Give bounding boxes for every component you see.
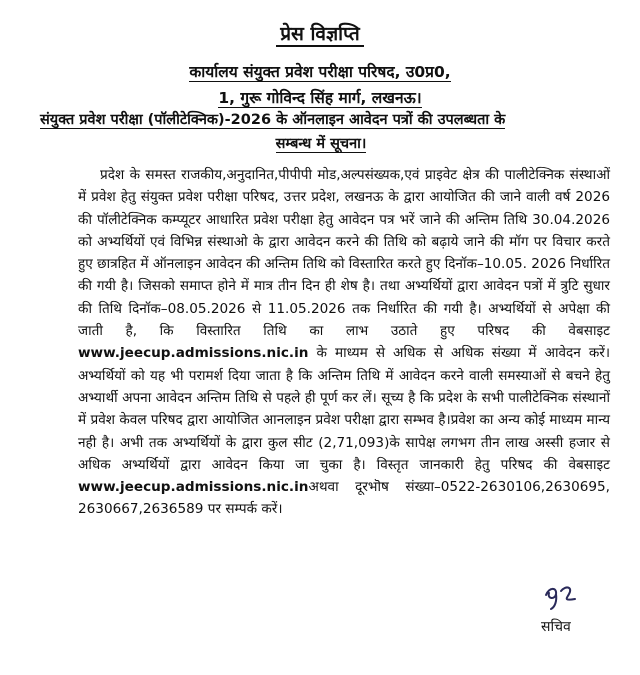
website-link-2[interactable]: www.jeecup.admissions.nic.in: [78, 479, 309, 496]
body-part-3: अथवा दूरभॊष संख्या–0522-2630106,2630695, 2630667,2636589 पर सम्पर्क करें।: [78, 479, 610, 518]
subject-line-2: सम्बन्ध में सूचना।: [275, 136, 367, 152]
office-address-text: 1, गुरू गोविन्द सिंह मार्ग, लखनऊ।: [218, 89, 422, 107]
body-part-2: के माध्यम से अधिक से अधिक संख्या में आवेदन करें। अभ्यर्थियों को यह भी परामर्श दिया जाता है कि अन्तिम तिथि में आवेदन करने वाली समस्याओं से बचने हेतु अभ्यार्थी अपना आवेदन अन्तिम तिथि से पहले ही पूर्ण कर लें। सूच्य है कि प्रदेश के सभी पालीटेक्निक संस्थानों में प्रवेश केवल परिषद द्वारा आयोजित आनलाइन प्रवेश परीक्षा द्वारा सम्भव है।प्रवेश का अन्य कोई माध्यम मान्य नही है। अभी तक अभ्यर्थियों के द्वारा कुल सीट (2,71,093)के सापेक्ष लगभग तीन लाख अस्सी हजार से अधिक अभ्यर्थियों द्वारा आवेदन किया जा चुका है। विस्तृत जानकारी हेतु परिषद की वेबसाइट: [78, 345, 611, 473]
page-title: [0, 20, 640, 46]
title-text: प्रेस विज्ञप्ति: [276, 23, 364, 47]
office-name: [0, 60, 640, 82]
notice-paragraph: [78, 164, 610, 521]
website-link-1[interactable]: www.jeecup.admissions.nic.in: [78, 345, 309, 362]
subject-line-1: संयुक्त प्रवेश परीक्षा (पॉलीटेक्निक)-2026 के ऑनलाइन आवेदन पत्रों की उपलब्धता के: [40, 112, 506, 128]
body-part-1: प्रदेश के समस्त राजकीय,अनुदानित,पीपीपी मोड,अल्पसंख्यक,एवं प्राइवेट क्षेत्र की पालीटेक्निक संस्थाओं में प्रवेश हेतु संयुक्त प्रवेश परीक्षा परिषद, उत्तर प्रदेश, लखनऊ के द्वारा आयोजित की जाने वाली वर्ष 2026 की पॉलीटेक्निक कम्प्यूटर आधारित प्रवेश परीक्षा हेतु आवेदन पत्र भरें जाने की अन्तिम तिथि 30.04.2026 को अभ्यर्थियों एवं विभिन्न संस्थाओ के द्वारा आवेदन करने की तिथि को बढ़ाये जाने की मॉग पर विचार करते हुए छात्रहित में ऑनलाइन आवेदन की अन्तिम तिथि को विस्तारित करते हुए दिनॉक–10.05. 2026 निर्धारित की गयी है। जिसको समाप्त होने में मात्र तीन दिन ही शेष है। तथा अभ्यर्थियों द्वारा आवेदन पत्रों में त्रुटि सुधार की तिथि दिनॉक–08.05.2026 से 11.05.2026 तक निर्धारित की गयी है। अभ्यर्थियों से अपेक्षा की जाती है, कि विस्तारित तिथि का लाभ उठाते हुए परिषद की वेबसाइट: [78, 167, 610, 340]
notice-body: [78, 164, 610, 521]
subject-heading: [40, 108, 602, 156]
office-name-text: कार्यालय संयुक्त प्रवेश परीक्षा परिषद, उ0प्र0,: [189, 63, 451, 81]
office-address: [0, 86, 640, 108]
designation-label: सचिव: [541, 619, 571, 635]
signature-mark: [541, 581, 581, 611]
